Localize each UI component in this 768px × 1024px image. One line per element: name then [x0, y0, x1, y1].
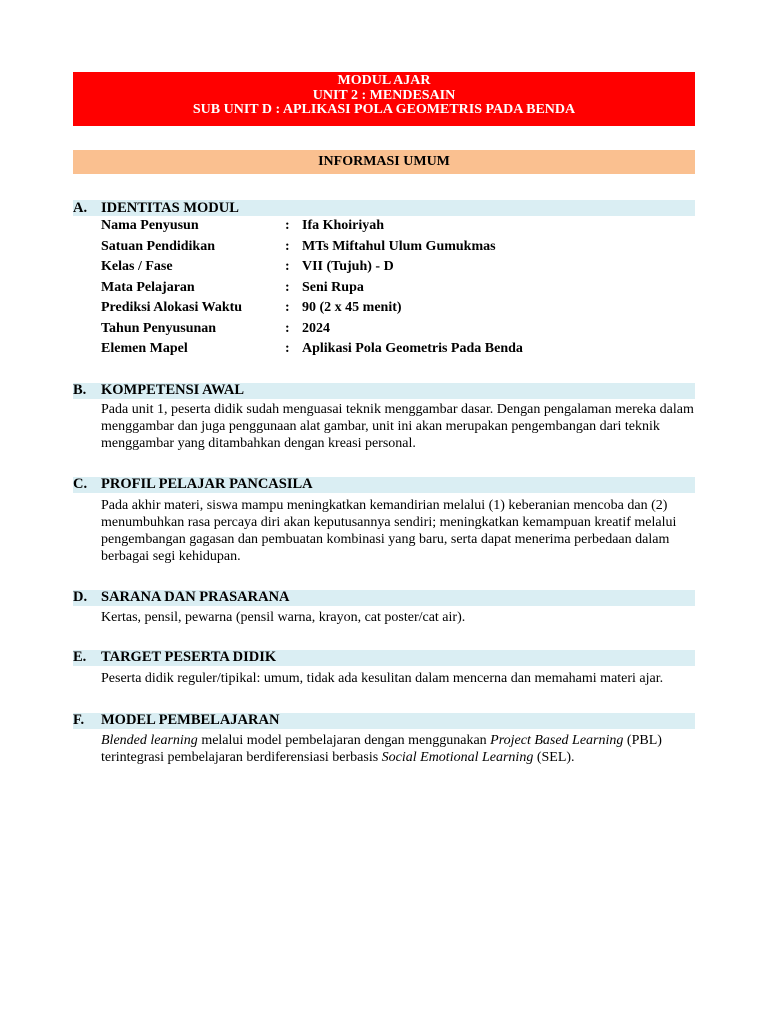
section-paragraph: [101, 732, 695, 766]
section-header: [73, 650, 695, 666]
section-letter: F.: [73, 712, 85, 728]
identity-label: Prediksi Alokasi Waktu: [101, 300, 243, 315]
section-body: [73, 399, 695, 452]
section-title: PROFIL PELAJAR PANCASILA: [101, 476, 313, 492]
info-umum-heading: INFORMASI UMUM: [73, 150, 695, 174]
section-letter: C.: [73, 476, 88, 492]
section-letter: D.: [73, 589, 88, 605]
section-header: [73, 713, 695, 729]
section-header: [73, 383, 695, 399]
section-body: [73, 606, 695, 626]
identity-row: [101, 257, 695, 278]
section-kompetensi-awal: [73, 383, 695, 452]
section-header: [73, 200, 695, 216]
section-body: [73, 493, 695, 565]
identity-value: Aplikasi Pola Geometris Pada Benda: [302, 341, 523, 356]
identity-value: VII (Tujuh) - D: [302, 259, 394, 274]
identity-value: 90 (2 x 45 menit): [302, 300, 402, 315]
section-paragraph: Peserta didik reguler/tipikal: umum, tidak ada kesulitan dalam mencerna dan memahami materi ajar.: [101, 670, 664, 686]
section-body: [73, 666, 695, 687]
identity-colon: :: [285, 238, 290, 254]
term-project-based-learning: Project Based Learning: [490, 732, 624, 748]
identity-label: Satuan Pendidikan: [101, 238, 215, 254]
identity-label: Nama Penyusun: [101, 218, 199, 233]
section-title: MODEL PEMBELAJARAN: [101, 712, 280, 728]
identity-colon: :: [285, 300, 290, 315]
section-letter: E.: [73, 649, 87, 665]
section-paragraph: Kertas, pensil, pewarna (pensil warna, krayon, cat poster/cat air).: [101, 609, 466, 625]
identity-row: [101, 298, 695, 319]
identity-row: [101, 278, 695, 299]
identity-row: [101, 339, 695, 360]
section-profil-pelajar-pancasila: [73, 477, 695, 565]
section-paragraph: Pada akhir materi, siswa mampu meningkatkan kemandirian melalui (1) keberanian mencoba dan (2) menumbuhkan rasa percaya diri akan keputusannya sendiri; meningkatkan kemampuan kreatif melalui pengembangan gagasan dan pembuatan kombinasi yang baru, serta dapat menerima perbedaan dalam berbagai segi kehidupan.: [101, 497, 677, 564]
identity-row: [101, 216, 695, 237]
identity-label: Mata Pelajaran: [101, 279, 195, 295]
unit-title: UNIT 2 : MENDESAIN: [312, 87, 456, 103]
title-banner: [73, 72, 695, 126]
section-title: KOMPETENSI AWAL: [101, 382, 245, 398]
section-target-peserta-didik: [73, 650, 695, 687]
term-social-emotional-learning: Social Emotional Learning: [381, 749, 534, 765]
term-blended-learning: Blended learning: [101, 732, 198, 748]
identity-label: Tahun Penyusunan: [101, 320, 217, 336]
doc-title: MODUL AJAR: [337, 73, 431, 88]
identity-row: [101, 319, 695, 340]
document-page: [73, 72, 695, 766]
section-header: [73, 590, 695, 606]
section-title: TARGET PESERTA DIDIK: [101, 649, 277, 665]
identity-colon: :: [285, 341, 290, 356]
text-span: (SEL).: [533, 749, 575, 765]
identity-colon: :: [285, 218, 290, 233]
section-letter: A.: [73, 199, 88, 216]
section-title: SARANA DAN PRASARANA: [101, 589, 290, 605]
identity-table: [73, 216, 695, 360]
identity-colon: :: [285, 259, 290, 274]
identity-row: [101, 237, 695, 258]
identity-value: Ifa Khoiriyah: [302, 218, 385, 233]
identity-label: Elemen Mapel: [101, 341, 188, 356]
section-identitas-modul: [73, 200, 695, 360]
identity-colon: :: [285, 279, 290, 295]
section-model-pembelajaran: [73, 713, 695, 766]
section-sarana-prasarana: [73, 590, 695, 626]
identity-colon: :: [285, 320, 290, 336]
section-body: [73, 729, 695, 766]
sub-unit-title: SUB UNIT D : APLIKASI POLA GEOMETRIS PADA BENDA: [192, 102, 576, 117]
identity-label: Kelas / Fase: [101, 259, 173, 274]
section-title: IDENTITAS MODUL: [101, 199, 239, 216]
section-header: [73, 477, 695, 493]
section-paragraph: Pada unit 1, peserta didik sudah menguasai teknik menggambar dasar. Dengan pengalaman mereka dalam menggambar dan juga penggunaan alat gambar, unit ini akan merupakan pengembangan dari teknik menggambar yang ditambahkan dengan kreasi personal.: [101, 401, 694, 451]
text-span: (PBL) terintegrasi pembelajaran berdiferensiasi berbasis: [101, 732, 662, 765]
identity-value: MTs Miftahul Ulum Gumukmas: [302, 238, 496, 254]
text-span: melalui model pembelajaran dengan menggunakan: [197, 732, 491, 748]
identity-value: 2024: [302, 320, 330, 336]
section-letter: B.: [73, 382, 87, 398]
identity-value: Seni Rupa: [302, 279, 364, 295]
